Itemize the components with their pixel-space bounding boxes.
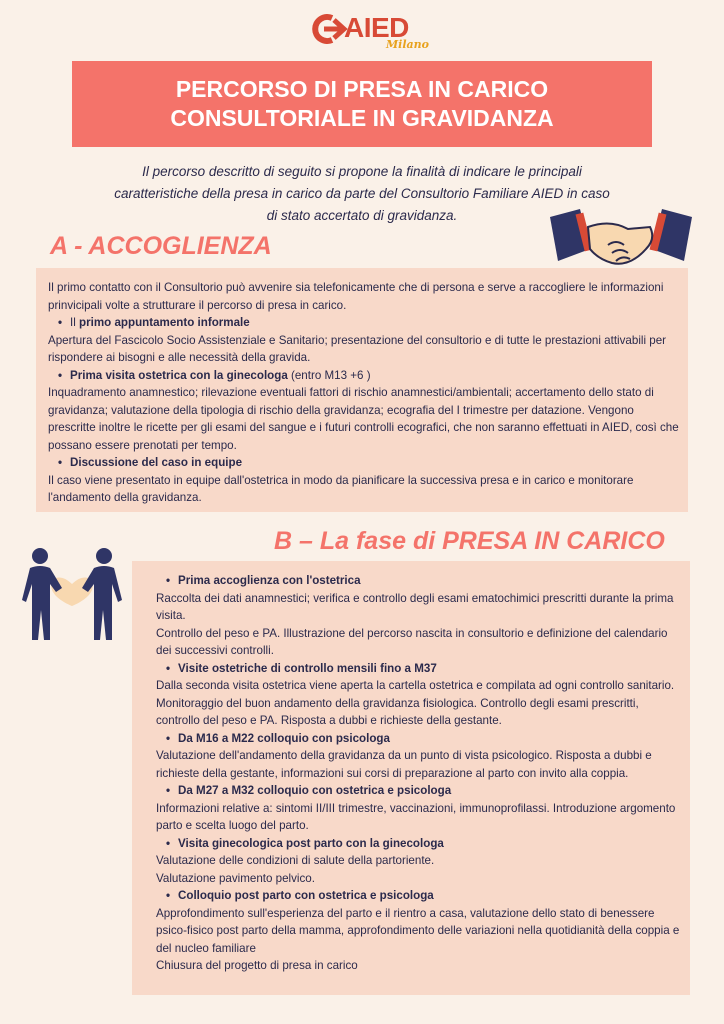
list-item bbox=[48, 454, 680, 472]
people-heart-icon bbox=[22, 544, 122, 644]
item-title: Prima accoglienza con l'ostetrica bbox=[178, 574, 361, 587]
aied-logo bbox=[310, 12, 435, 54]
section-a-content bbox=[48, 279, 680, 507]
item-text: Dalla seconda visita ostetrica viene aperta la cartella ostetrica e compilata ad ogni controllo sanitario. bbox=[156, 679, 675, 692]
list-item bbox=[48, 367, 680, 385]
list-item bbox=[156, 730, 684, 748]
item-title: Da M16 a M22 colloquio con psicologa bbox=[178, 731, 390, 745]
item-suffix: (entro M13 +6 ) bbox=[287, 368, 371, 382]
item-text: Informazioni relative a: sintomi II/III trimestre, vaccinazioni, immunoprofilassi. Introduzione argomento parto e scelta luogo del parto. bbox=[156, 801, 676, 832]
intro-line: di stato accertato di gravidanza. bbox=[266, 208, 458, 223]
title-banner bbox=[72, 61, 652, 147]
item-title: Colloquio post parto con ostetrica e psicologa bbox=[178, 889, 434, 902]
section-b-content bbox=[156, 572, 684, 975]
item-title: Da M27 a M32 colloquio con ostetrica e psicologa bbox=[178, 784, 452, 797]
list-item bbox=[156, 835, 684, 853]
item-text: Approfondimento sull'esperienza del parto e il rientro a casa, valutazione dello stato di benessere psico-fisico post parto della mamma, approfondimento delle variazioni nella quotidianità della coppia e del nucleo familiare bbox=[156, 906, 680, 955]
intro-line: caratteristiche della presa in carico da parte del Consultorio Familiare AIED in caso bbox=[114, 186, 610, 201]
logo-wordmark: AIED bbox=[344, 12, 409, 43]
item-text: Raccolta dei dati anamnestici; verifica e controllo degli esami ematochimici prescritti durante la prima visita. bbox=[156, 591, 674, 622]
item-title: Visite ostetriche di controllo mensili fino a M37 bbox=[178, 661, 437, 675]
list-item bbox=[48, 314, 680, 332]
item-text: Chiusura del progetto di presa in carico bbox=[156, 959, 358, 972]
section-a-heading: A - ACCOGLIENZA bbox=[50, 232, 272, 260]
item-text: Monitoraggio del buon andamento della gravidanza fisiologica. Controllo degli esami prescritti, controllo del peso e PA. Risposta a dubbi e richieste della gestante. bbox=[156, 696, 639, 727]
item-text: Valutazione delle condizioni di salute della partoriente. bbox=[156, 854, 435, 867]
item-prefix: Il bbox=[70, 316, 80, 329]
list-item bbox=[156, 887, 684, 905]
section-b-heading: B – La fase di PRESA IN CARICO bbox=[274, 527, 665, 555]
list-item bbox=[156, 660, 684, 678]
item-text: Valutazione dell'andamento della gravidanza da un punto di vista psicologico. Risposta a dubbi e richieste della gestante, informazioni sui corsi di preparazione al parto con invito alla coppia. bbox=[156, 749, 652, 780]
item-text: Apertura del Fascicolo Socio Assistenziale e Sanitario; presentazione del consultorio e di tutte le prestazioni attivabili per rispondere ai bisogni e alle necessità della gravida. bbox=[48, 333, 667, 364]
handshake-icon bbox=[550, 205, 692, 277]
item-text: Controllo del peso e PA. Illustrazione del percorso nascita in consultorio e definizione del calendario dei successivi controlli. bbox=[156, 626, 668, 657]
logo-city: Milano bbox=[386, 38, 429, 51]
page-title-line2: CONSULTORIALE IN GRAVIDANZA bbox=[170, 105, 554, 131]
item-title: Visita ginecologica post parto con la ginecologa bbox=[178, 836, 444, 850]
item-title: Discussione del caso in equipe bbox=[70, 456, 243, 469]
intro-text bbox=[100, 161, 624, 227]
list-item bbox=[156, 572, 684, 590]
item-title: Prima visita ostetrica con la ginecologa bbox=[70, 368, 288, 382]
item-title: primo appuntamento informale bbox=[79, 316, 250, 329]
item-text: Valutazione pavimento pelvico. bbox=[156, 871, 315, 885]
list-item bbox=[156, 782, 684, 800]
item-text: Il caso viene presentato in equipe dall'ostetrica in modo da pianificare la successiva presa e in carico e monitorare l'andamento della gravidanza. bbox=[48, 473, 634, 504]
section-a-intro: Il primo contatto con il Consultorio può avvenire sia telefonicamente che di persona e serve a raccogliere le informazioni prinvicipali volte a strutturare il percorso di presa in carico. bbox=[48, 281, 664, 312]
intro-line: Il percorso descritto di seguito si propone la finalità di indicare le principali bbox=[142, 164, 582, 179]
item-text: Inquadramento anamnestico; rilevazione eventuali fattori di rischio anamnestici/ambientali; accertamento dello stato di gravidanza; valutazione della tipologia di rischio della gravidanza; ecografia del I trimestre per datazione. Vengono prescritte inoltre le ricette per gli esami del sangue e i futuri controlli ecografici, che non saranno effettuati in AIED, così che possano essere prenotati per tempo. bbox=[48, 386, 679, 452]
page-title-line1: PERCORSO DI PRESA IN CARICO bbox=[175, 76, 549, 102]
